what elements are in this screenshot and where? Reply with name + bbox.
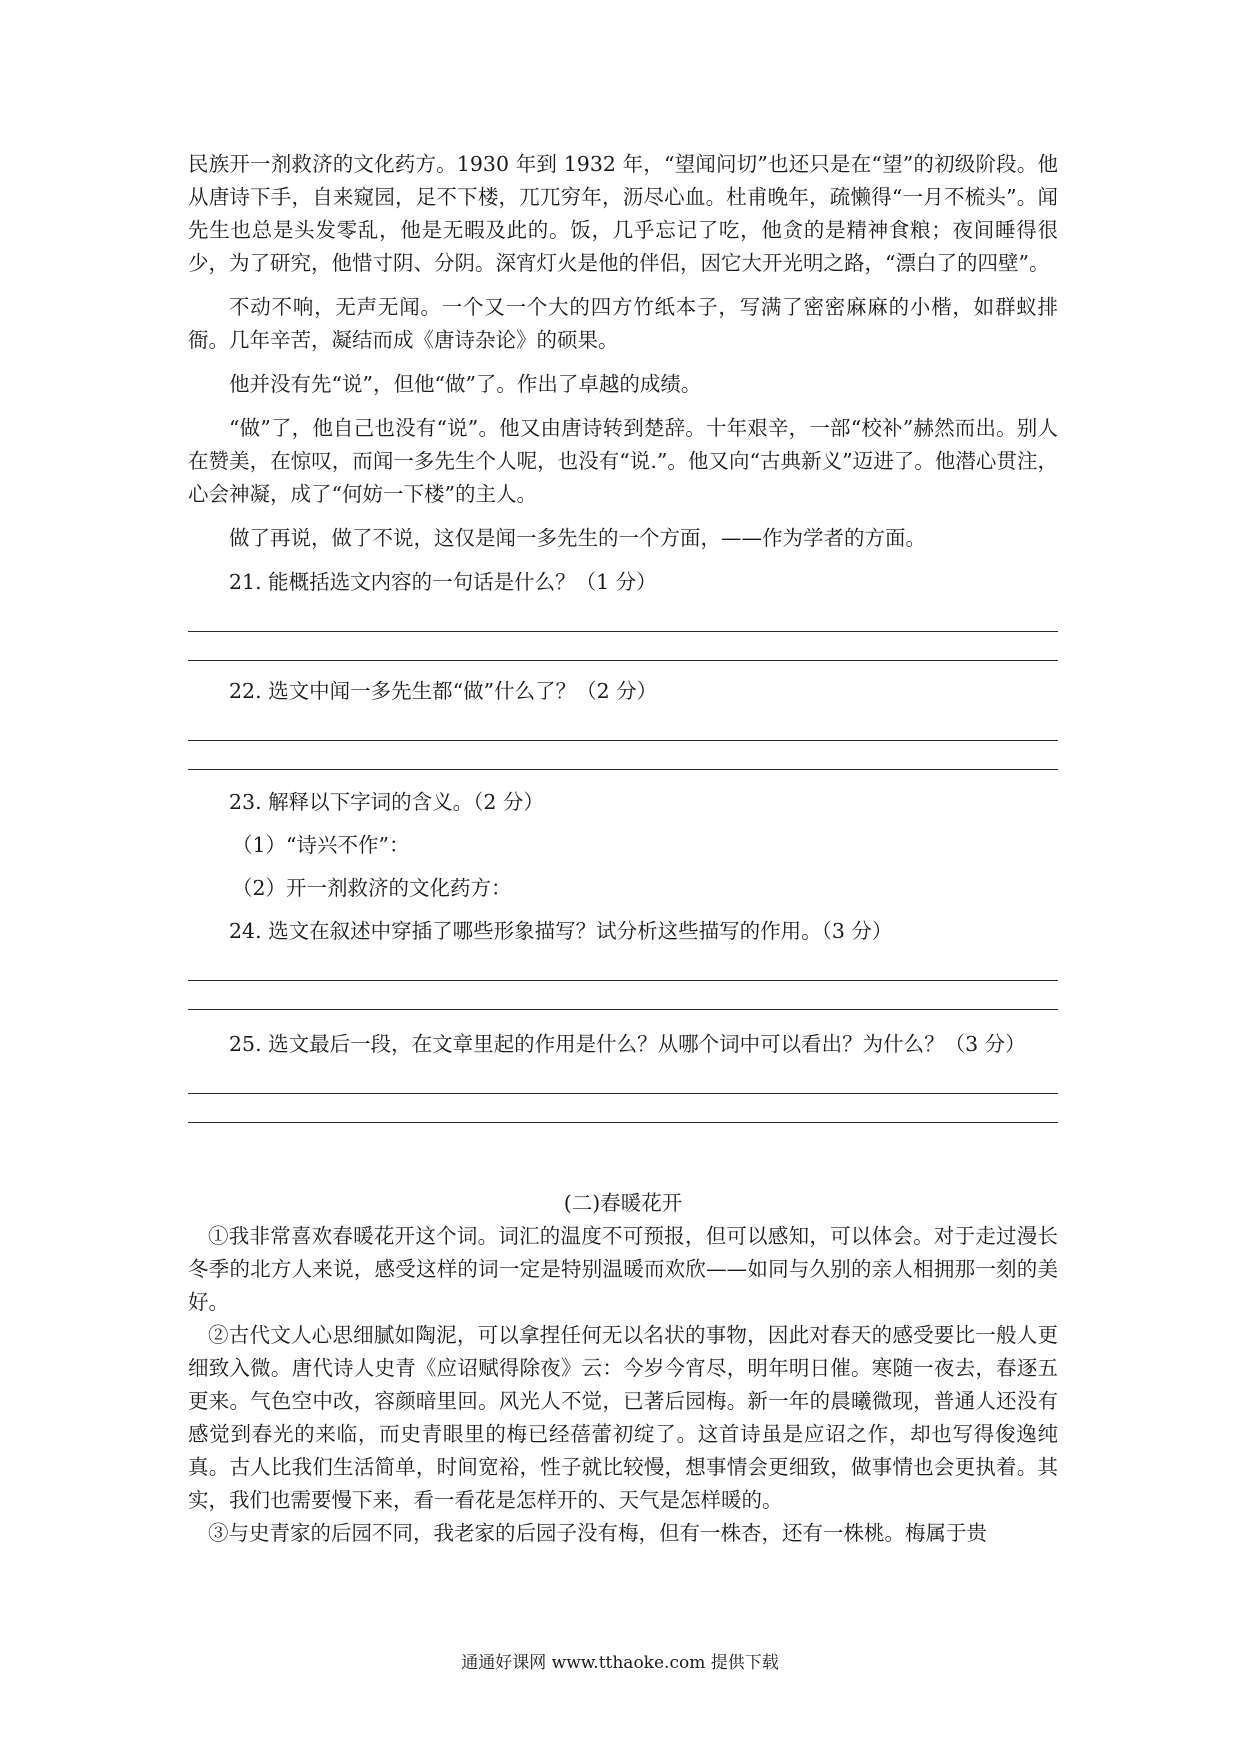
section2-paragraph-1: ①我非常喜欢春暖花开这个词。词汇的温度不可预报，但可以感知，可以体会。对于走过漫长冬季的北方人来说，感受这样的词一定是特别温暖而欢欣——如同与久别的亲人相拥那一刻的美好。 xyxy=(188,1224,1058,1314)
question-23-part-1: （1）“诗兴不作”： xyxy=(232,833,410,857)
answer-line[interactable] xyxy=(188,981,1058,1010)
document-page xyxy=(188,148,1058,1550)
answer-line[interactable] xyxy=(188,741,1058,770)
section-title: (二)春暖花开 xyxy=(563,1191,683,1215)
question-25: 25. 选文最后一段，在文章里起的作用是什么？从哪个词中可以看出？为什么？（3 分） xyxy=(229,1032,1026,1056)
answer-area-21[interactable] xyxy=(188,603,1058,661)
paragraph-4: “做”了，他自己也没有“说”。他又由唐诗转到楚辞。十年艰辛，一部“校补”赫然而出。别人在赞美，在惊叹，而闻一多先生个人呢，也没有“说.”。他又向“古典新义”迈进了。他潜心贯注，心会神凝，成了“何妨一下楼”的主人。 xyxy=(188,416,1058,506)
question-23-part-2: （2）开一剂救济的文化药方： xyxy=(232,876,512,900)
answer-line[interactable] xyxy=(188,1065,1058,1094)
answer-line[interactable] xyxy=(188,712,1058,741)
question-22: 22. 选文中闻一多先生都“做”什么了？（2 分） xyxy=(229,679,658,703)
answer-line[interactable] xyxy=(188,603,1058,632)
answer-area-25[interactable] xyxy=(188,1065,1058,1123)
answer-area-24[interactable] xyxy=(188,952,1058,1010)
section2-paragraph-2: ②古代文人心思细腻如陶泥，可以拿捏任何无以名状的事物，因此对春天的感受要比一般人更细致入微。唐代诗人史青《应诏赋得除夜》云：今岁今宵尽，明年明日催。寒随一夜去，春逐五更来。气色空中改，容颜暗里回。风光人不觉，已著后园梅。新一年的晨曦微现，普通人还没有感觉到春光的来临，而史青眼里的梅已经蓓蕾初绽了。这首诗虽是应诏之作，却也写得俊逸纯真。古人比我们生活简单，时间宽裕，性子就比较慢，想事情会更细致，做事情也会更执着。其实，我们也需要慢下来，看一看花是怎样开的、天气是怎样暖的。 xyxy=(188,1323,1058,1512)
paragraph-3: 他并没有先“说”，但他“做”了。作出了卓越的成绩。 xyxy=(229,372,702,396)
answer-line[interactable] xyxy=(188,632,1058,661)
section2-paragraph-3: ③与史青家的后园不同，我老家的后园子没有梅，但有一株杏，还有一株桃。梅属于贵 xyxy=(208,1521,987,1545)
answer-area-22[interactable] xyxy=(188,712,1058,770)
question-24: 24. 选文在叙述中穿插了哪些形象描写？试分析这些描写的作用。（3 分） xyxy=(229,919,893,943)
footer-download-note: 通通好课网 www.tthaoke.com 提供下载 xyxy=(461,1653,779,1673)
answer-line[interactable] xyxy=(188,1094,1058,1123)
paragraph-5: 做了再说，做了不说，这仅是闻一多先生的一个方面，——作为学者的方面。 xyxy=(229,526,926,550)
answer-line[interactable] xyxy=(188,952,1058,981)
question-23: 23. 解释以下字词的含义。（2 分） xyxy=(229,790,544,814)
paragraph-1: 民族开一剂救济的文化药方。1930 年到 1932 年，“望闻问切”也还只是在“望”的初级阶段。他从唐诗下手，自来窥园，足不下楼，兀兀穷年，沥尽心血。杜甫晚年，疏懒得“一月不梳头”。闻先生也总是头发零乱，他是无暇及此的。饭，几乎忘记了吃，他贪的是精神食粮；夜间睡得很少，为了研究，他惜寸阴、分阴。深宵灯火是他的伴侣，因它大开光明之路，“漂白了的四壁”。 xyxy=(188,152,1058,275)
question-21: 21. 能概括选文内容的一句话是什么？（1 分） xyxy=(229,570,657,594)
paragraph-2: 不动不响，无声无闻。一个又一个大的四方竹纸本子，写满了密密麻麻的小楷，如群蚁排衙。几年辛苦，凝结而成《唐诗杂论》的硕果。 xyxy=(188,295,1058,352)
